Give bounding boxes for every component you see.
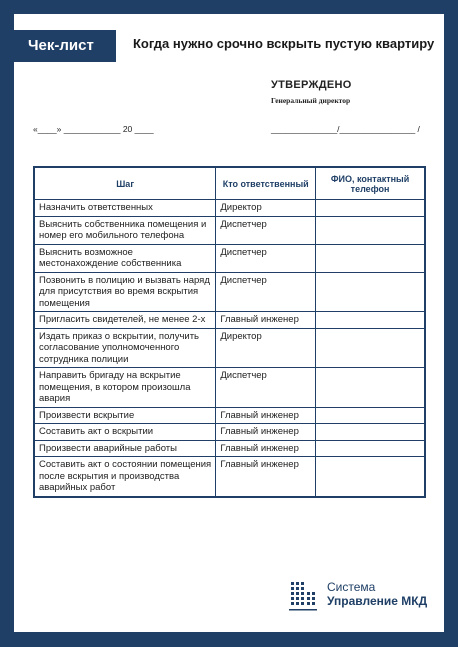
contact-cell	[316, 424, 425, 441]
responsible-cell: Диспетчер	[216, 272, 316, 312]
step-cell: Направить бригаду на вскрытие помещения, в котором произошла авария	[34, 368, 216, 408]
document-title: Когда нужно срочно вскрыть пустую квартиру	[133, 36, 435, 51]
contact-cell	[316, 328, 425, 368]
step-cell: Выяснить собственника помещения и номер его мобильного телефона	[34, 216, 216, 244]
responsible-cell: Главный инженер	[216, 407, 316, 424]
approved-heading: УТВЕРЖДЕНО	[271, 79, 352, 91]
checklist-table	[33, 166, 426, 498]
contact-cell	[316, 312, 425, 329]
step-cell: Выяснить возможное местонахождение собственника	[34, 244, 216, 272]
responsible-cell: Главный инженер	[216, 424, 316, 441]
step-cell: Позвонить в полицию и вызвать наряд для присутствия во время вскрытия помещения	[34, 272, 216, 312]
table-row	[34, 368, 425, 408]
step-cell: Составить акт о состоянии помещения после вскрытия и производства аварийных работ	[34, 457, 216, 497]
step-cell: Издать приказ о вскрытии, получить согласование уполномоченного сотрудника полиции	[34, 328, 216, 368]
contact-cell	[316, 368, 425, 408]
table-row	[34, 216, 425, 244]
table-row	[34, 272, 425, 312]
step-cell: Назначить ответственных	[34, 200, 216, 217]
director-position: Генеральный директор	[271, 96, 351, 105]
responsible-cell: Директор	[216, 200, 316, 217]
responsible-cell: Диспетчер	[216, 368, 316, 408]
contact-cell	[316, 407, 425, 424]
checklist-tag: Чек-лист	[14, 30, 116, 62]
responsible-cell: Главный инженер	[216, 312, 316, 329]
responsible-cell: Диспетчер	[216, 244, 316, 272]
responsible-cell: Главный инженер	[216, 457, 316, 497]
header-responsible: Кто ответственный	[216, 167, 316, 200]
table-row	[34, 200, 425, 217]
logo-line-2: Управление МКД	[327, 594, 428, 608]
building-icon	[289, 576, 319, 614]
table-row	[34, 424, 425, 441]
table-row	[34, 244, 425, 272]
header-contact: ФИО, контактный телефон	[316, 167, 425, 200]
table-row	[34, 457, 425, 497]
contact-cell	[316, 457, 425, 497]
table-row	[34, 312, 425, 329]
table-header-row	[34, 167, 425, 200]
signature-line: ______________/________________ /	[271, 124, 420, 134]
header-step: Шаг	[34, 167, 216, 200]
step-cell: Произвести аварийные работы	[34, 440, 216, 457]
responsible-cell: Диспетчер	[216, 216, 316, 244]
contact-cell	[316, 216, 425, 244]
responsible-cell: Директор	[216, 328, 316, 368]
date-line: «____» ____________ 20 ____	[33, 124, 154, 134]
contact-cell	[316, 200, 425, 217]
table-row	[34, 407, 425, 424]
contact-cell	[316, 440, 425, 457]
logo-text	[327, 580, 427, 608]
step-cell: Пригласить свидетелей, не менее 2-х	[34, 312, 216, 329]
table-row	[34, 328, 425, 368]
logo-line-1: Система	[327, 580, 376, 594]
contact-cell	[316, 272, 425, 312]
step-cell: Составить акт о вскрытии	[34, 424, 216, 441]
step-cell: Произвести вскрытие	[34, 407, 216, 424]
table-row	[34, 440, 425, 457]
responsible-cell: Главный инженер	[216, 440, 316, 457]
contact-cell	[316, 244, 425, 272]
